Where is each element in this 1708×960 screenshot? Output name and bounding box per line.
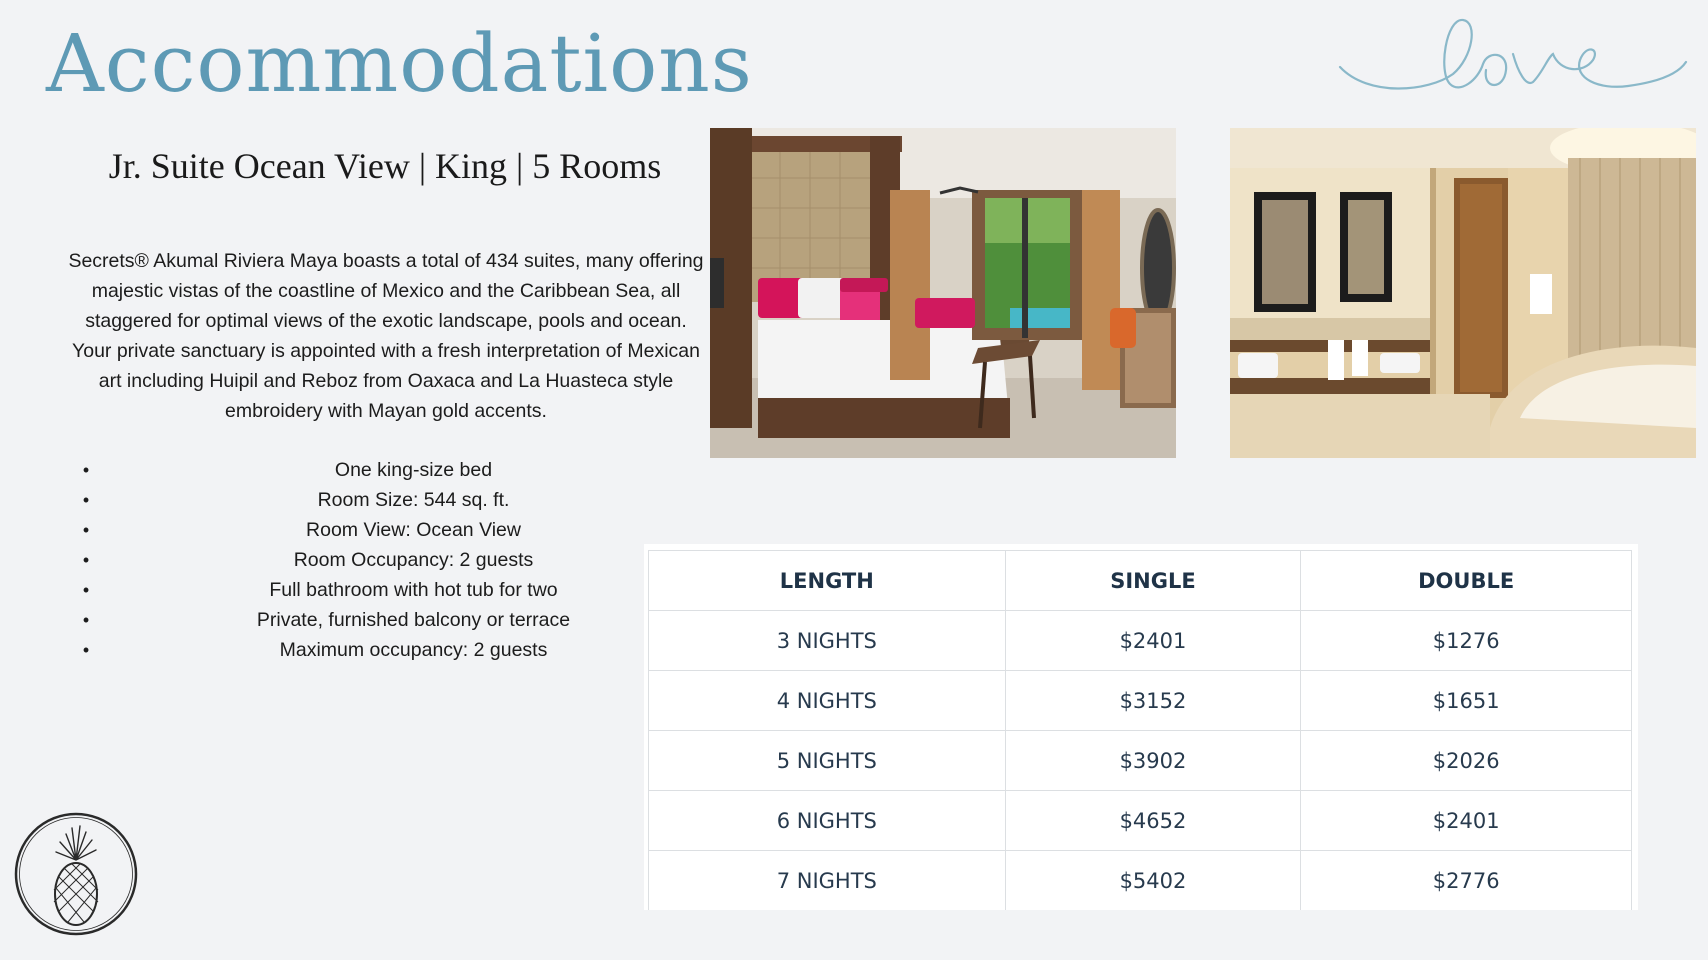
list-item: • Room View: Ocean View [80,515,725,545]
feature-list [80,455,725,665]
suite-title: Jr. Suite Ocean View | King | 5 Rooms [108,146,662,186]
bullet-icon: • [82,520,90,540]
bedroom-photo [710,128,1176,458]
cell-single: $4652 [1005,791,1301,851]
cell-double: $2401 [1301,791,1632,851]
cell-length: 4 NIGHTS [649,671,1006,731]
bullet-icon: • [82,640,90,660]
header-double: DOUBLE [1301,551,1632,611]
cell-single: $5402 [1005,851,1301,911]
list-item: • Maximum occupancy: 2 guests [80,635,725,665]
table-row [649,851,1632,911]
rates-table-container [644,544,1638,910]
bullet-icon: • [82,460,90,480]
list-item: • Room Size: 544 sq. ft. [80,485,725,515]
cell-length: 6 NIGHTS [649,791,1006,851]
page-title: Accommodations [46,17,753,110]
cell-single: $3902 [1005,731,1301,791]
bullet-icon: • [82,550,90,570]
love-script-icon [1338,12,1688,102]
cell-single: $2401 [1005,611,1301,671]
cell-length: 7 NIGHTS [649,851,1006,911]
bathroom-photo [1230,128,1696,458]
cell-single: $3152 [1005,671,1301,731]
cell-double: $2026 [1301,731,1632,791]
table-row [649,671,1632,731]
pineapple-icon [12,810,140,938]
cell-length: 5 NIGHTS [649,731,1006,791]
list-item: • Full bathroom with hot tub for two [80,575,725,605]
rates-table [648,550,1632,910]
cell-double: $2776 [1301,851,1632,911]
list-item: • Private, furnished balcony or terrace [80,605,725,635]
table-row [649,611,1632,671]
bullet-icon: • [82,490,90,510]
cell-double: $1276 [1301,611,1632,671]
header-single: SINGLE [1005,551,1301,611]
cell-double: $1651 [1301,671,1632,731]
header-length: LENGTH [649,551,1006,611]
table-row [649,791,1632,851]
cell-length: 3 NIGHTS [649,611,1006,671]
suite-description: Secrets® Akumal Riviera Maya boasts a total of 434 suites, many offering majestic vistas of the coastline of Mexico and the Caribbean Sea, all staggered for optimal views of the exotic landscape, pools and ocean. Your private sanctuary is appointed with a fresh interpretation of Mexican art including Huipil and Reboz from Oaxaca and La Huasteca style embroidery with Mayan gold accents. [68,250,704,422]
table-header-row [649,551,1632,611]
bullet-icon: • [82,610,90,630]
bullet-icon: • [82,580,90,600]
list-item: • One king-size bed [80,455,725,485]
table-row [649,731,1632,791]
list-item: • Room Occupancy: 2 guests [80,545,725,575]
